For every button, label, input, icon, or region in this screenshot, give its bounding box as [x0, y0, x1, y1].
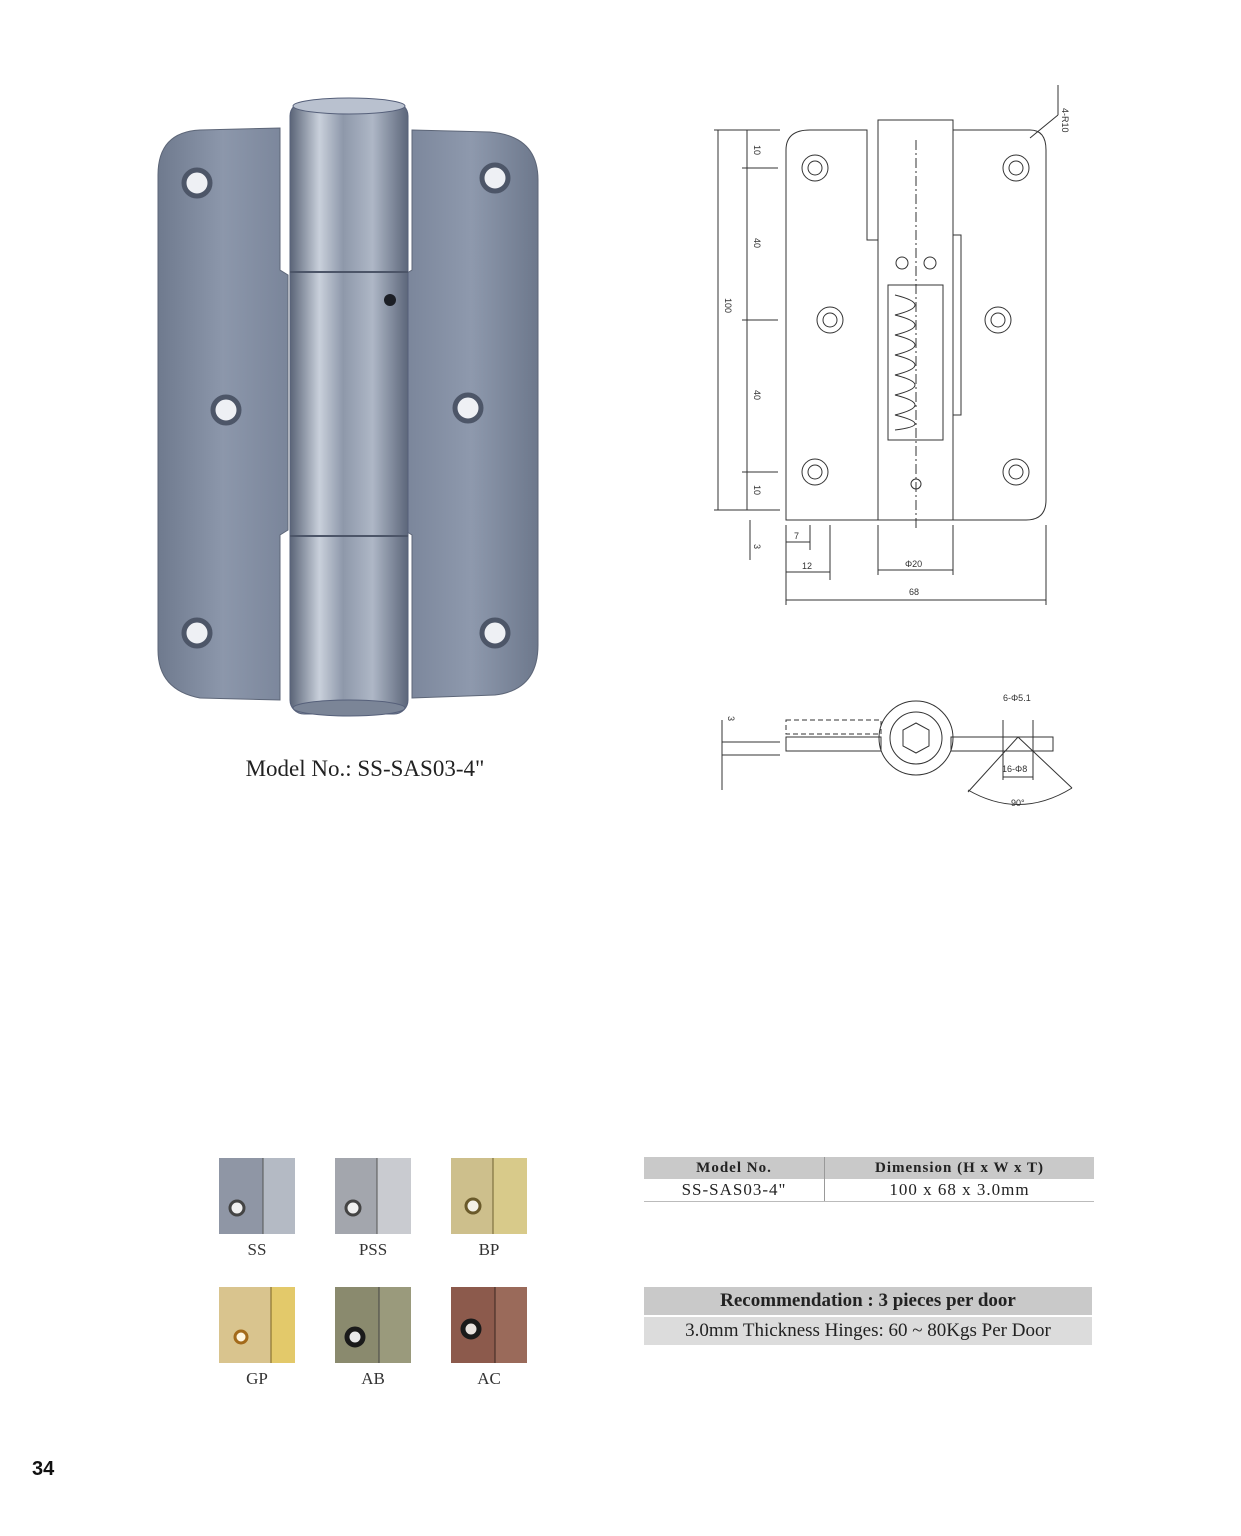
- swatch-ss-image: [219, 1158, 295, 1234]
- header-dimension: Dimension (H x W x T): [825, 1157, 1095, 1179]
- side-dim-3: 3: [726, 716, 736, 722]
- hinge-barrel: [290, 102, 408, 714]
- countersink-label: 16-Φ8: [1002, 764, 1028, 774]
- dim-40-bottom: 40: [752, 390, 762, 401]
- swatch-ab: [335, 1287, 411, 1363]
- dim-10-top: 10: [752, 145, 762, 156]
- angle-label: 90°: [1011, 798, 1025, 808]
- adjust-hole-icon: [384, 294, 396, 306]
- swatch-ac: [451, 1287, 527, 1363]
- swatch-label-pss: PSS: [358, 1240, 388, 1259]
- dim-phi20: Φ20: [905, 559, 923, 569]
- swatch-label-ss: SS: [247, 1240, 267, 1259]
- swatch-pss: [335, 1158, 411, 1234]
- dim-40-top: 40: [752, 238, 762, 249]
- dim-100: 100: [723, 298, 733, 314]
- dim-3: 3: [752, 544, 762, 550]
- technical-drawing: [700, 80, 1100, 820]
- dim-7: 7: [794, 531, 800, 541]
- recommendation-table: [644, 1287, 1092, 1345]
- swatch-label-ac: AC: [477, 1369, 501, 1388]
- dimension-table: [644, 1157, 1094, 1202]
- cell-model-no: SS-SAS03-4": [644, 1179, 825, 1202]
- swatch-label-ab: AB: [361, 1369, 385, 1388]
- recommendation-title: Recommendation : 3 pieces per door: [644, 1287, 1092, 1316]
- dim-10-bottom: 10: [752, 485, 762, 496]
- model-caption: Model No.: SS-SAS03-4": [245, 756, 485, 781]
- table-row: [644, 1179, 1094, 1202]
- swatch-ss: [219, 1158, 295, 1234]
- holes-label: 6-Φ5.1: [1003, 693, 1031, 703]
- swatch-bp: [451, 1158, 527, 1234]
- recommendation-detail: 3.0mm Thickness Hinges: 60 ~ 80Kgs Per Door: [644, 1316, 1092, 1345]
- hinge-photo: [150, 90, 550, 720]
- page-number: 34: [32, 1458, 55, 1480]
- dim-12: 12: [802, 561, 813, 571]
- swatch-label-gp: GP: [246, 1369, 268, 1388]
- dim-68: 68: [909, 587, 920, 597]
- cell-dimension: 100 x 68 x 3.0mm: [825, 1179, 1095, 1202]
- swatch-label-bp: BP: [478, 1240, 500, 1259]
- radius-label: 4-R10: [1060, 108, 1070, 133]
- table-header-row: [644, 1157, 1094, 1179]
- swatch-gp: [219, 1287, 295, 1363]
- header-model-no: Model No.: [644, 1157, 825, 1179]
